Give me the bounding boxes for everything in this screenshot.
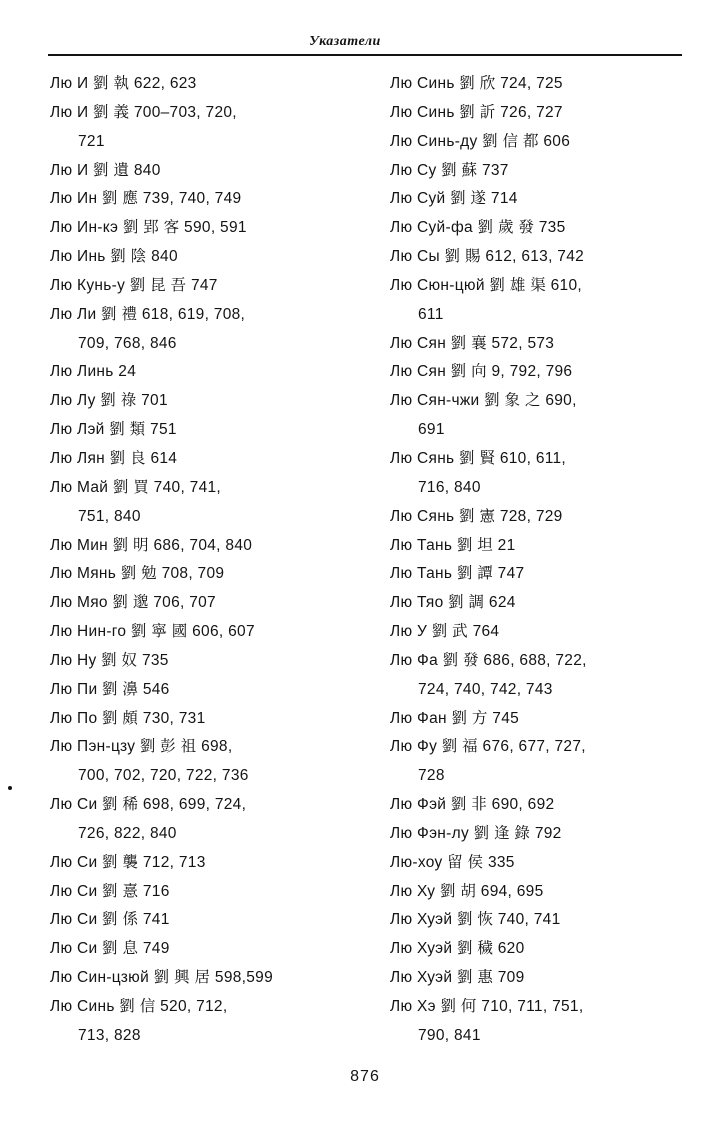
index-entry: Лю Хэ 劉 何 710, 711, 751, <box>390 998 584 1015</box>
index-entry-continuation: 721 <box>78 132 105 150</box>
index-entry: Лю Лэй 劉 類 751 <box>50 421 177 439</box>
index-entry-continuation: 728 <box>418 767 445 785</box>
index-entry: Лю Май 劉 買 740, 741, <box>50 478 222 496</box>
index-entry: Лю Мяо 劉 邈 706, 707 <box>50 594 216 612</box>
index-entry: Лю Си 劉 襲 712, 713 <box>50 853 206 871</box>
index-entry: Лю У 劉 武 764 <box>390 623 500 641</box>
index-entry: Лю Ин 劉 應 739, 740, 749 <box>50 190 242 208</box>
index-entry: Лю Ин-кэ 劉 郢 客 590, 591 <box>50 219 247 237</box>
index-entry: Лю Си 劉 息 749 <box>50 940 170 958</box>
index-entry: Лю Кунь-у 劉 昆 吾 747 <box>50 276 218 294</box>
running-header: Указатели <box>309 34 381 49</box>
index-entry: Лю Сюн-цюй 劉 雄 渠 610, <box>390 276 582 294</box>
index-entry: Лю Тяо 劉 調 624 <box>390 594 516 612</box>
index-entry-continuation: 700, 702, 720, 722, 736 <box>78 767 249 785</box>
index-entry: Лю Фан 劉 方 745 <box>390 709 520 727</box>
page-number: 876 <box>350 1068 380 1085</box>
index-entry: Лю Линь 24 <box>50 363 137 381</box>
margin-dot <box>8 786 12 790</box>
index-entry: Лю Су 劉 蘇 737 <box>390 161 509 179</box>
index-column-left <box>50 70 360 1051</box>
index-entry: Лю Си 劉 係 741 <box>50 911 170 929</box>
index-entry: Лю Фэн-лу 劉 逢 錄 792 <box>390 824 562 842</box>
index-entry-continuation: 724, 740, 742, 743 <box>418 680 553 698</box>
index-entry: Лю Синь 劉 信 520, 712, <box>50 998 228 1015</box>
index-entry: Лю И 劉 義 700–703, 720, <box>50 103 237 121</box>
index-entry: Лю Фу 劉 福 676, 677, 727, <box>390 738 586 756</box>
index-entry: Лю Лу 劉 祿 701 <box>50 392 168 410</box>
index-entry: Лю Синь 劉 欣 724, 725 <box>390 75 563 92</box>
index-entry: Лю Суй 劉 遂 714 <box>390 190 518 208</box>
index-entry-continuation: 751, 840 <box>78 507 141 525</box>
index-entry: Лю Синь 劉 訢 726, 727 <box>390 103 563 121</box>
index-entry: Лю Тань 劉 譚 747 <box>390 565 525 583</box>
index-entry-continuation: 716, 840 <box>418 478 481 496</box>
index-entry: Лю Сянь 劉 賢 610, 611, <box>390 449 567 467</box>
index-entry: Лю Фэй 劉 非 690, 692 <box>390 796 555 814</box>
index-entry-continuation: 611 <box>418 305 444 323</box>
index-entry: Лю Мин 劉 明 686, 704, 840 <box>50 536 253 554</box>
index-entry: Лю Сянь 劉 憲 728, 729 <box>390 507 563 525</box>
index-entry: Лю И 劉 遺 840 <box>50 161 161 179</box>
index-entry-continuation: 790, 841 <box>418 1026 481 1044</box>
index-entry: Лю Инь 劉 陰 840 <box>50 248 178 266</box>
index-entry: Лю Пэн-цзу 劉 彭 祖 698, <box>50 738 233 756</box>
index-entry-continuation: 709, 768, 846 <box>78 334 177 352</box>
index-entry: Лю Сян 劉 襄 572, 573 <box>390 334 555 352</box>
index-entry: Лю Тань 劉 坦 21 <box>390 536 516 554</box>
index-entry: Лю Ли 劉 禮 618, 619, 708, <box>50 305 246 323</box>
index-entry: Лю Си 劉 稀 698, 699, 724, <box>50 796 247 814</box>
index-entry: Лю Ху 劉 胡 694, 695 <box>390 882 544 900</box>
index-entry-continuation: 726, 822, 840 <box>78 824 177 842</box>
index-entry: Лю Сян 劉 向 9, 792, 796 <box>390 363 573 381</box>
index-entry-continuation: 713, 828 <box>78 1026 141 1044</box>
index-entry: Лю Хуэй 劉 惠 709 <box>390 969 525 987</box>
index-entry: Лю Лян 劉 良 614 <box>50 449 178 467</box>
index-entry-continuation: 691 <box>418 421 445 439</box>
index-entry: Лю Суй-фа 劉 歲 發 735 <box>390 219 566 237</box>
index-entry: Лю По 劉 頗 730, 731 <box>50 709 206 727</box>
index-entry: Лю-хоу 留 侯 335 <box>390 853 515 871</box>
index-entry: Лю Син-цзюй 劉 興 居 598,599 <box>50 969 274 987</box>
index-entry: Лю И 劉 執 622, 623 <box>50 75 197 92</box>
index-entry: Лю Сян-чжи 劉 象 之 690, <box>390 392 577 410</box>
index-entry: Лю Пи 劉 濞 546 <box>50 680 170 698</box>
index-entry: Лю Хуэй 劉 恢 740, 741 <box>390 911 561 929</box>
index-entry: Лю Хуэй 劉 穢 620 <box>390 940 525 958</box>
index-entry: Лю Ну 劉 奴 735 <box>50 651 169 669</box>
index-entry: Лю Фа 劉 發 686, 688, 722, <box>390 651 587 669</box>
index-column-right <box>390 70 710 1051</box>
index-entry: Лю Сы 劉 賜 612, 613, 742 <box>390 248 585 266</box>
header-rule <box>48 54 682 56</box>
index-entry: Лю Синь-ду 劉 信 都 606 <box>390 132 571 150</box>
index-entry: Лю Нин-го 劉 寧 國 606, 607 <box>50 623 255 641</box>
index-entry: Лю Мянь 劉 勉 708, 709 <box>50 565 225 583</box>
index-entry: Лю Си 劉 憙 716 <box>50 882 170 900</box>
